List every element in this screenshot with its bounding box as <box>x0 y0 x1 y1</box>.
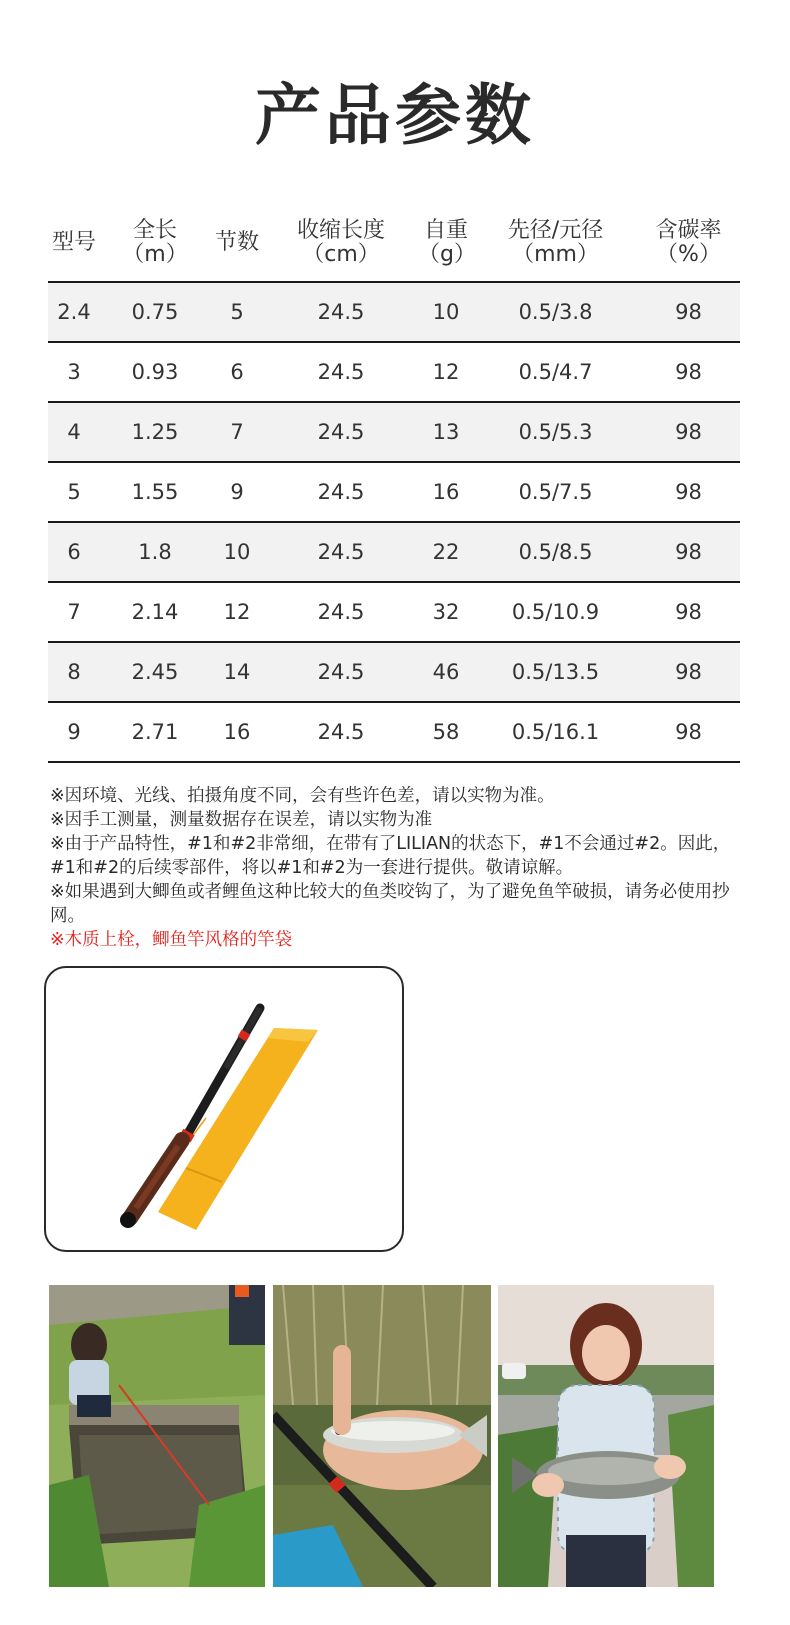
cell-diameter: 0.5/4.7 <box>474 342 637 402</box>
cell-weight: 32 <box>418 582 474 642</box>
cell-diameter: 0.5/13.5 <box>474 642 637 702</box>
product-image <box>44 966 404 1252</box>
cell-carbon: 98 <box>637 282 740 342</box>
fishing-rod-with-yellow-bag-icon <box>46 968 402 1250</box>
cell-length: 1.8 <box>100 522 210 582</box>
cell-length: 2.71 <box>100 702 210 762</box>
note-4: ※如果遇到大鲫鱼或者鲤鱼这种比较大的鱼类咬钩了，为了避免鱼竿破损，请务必使用抄网。 <box>50 882 730 926</box>
cell-model: 3 <box>48 342 100 402</box>
header-diameter: 先径/元径 （mm） <box>474 210 637 282</box>
cell-sections: 6 <box>210 342 264 402</box>
cell-weight: 46 <box>418 642 474 702</box>
cell-length: 1.55 <box>100 462 210 522</box>
cell-model: 8 <box>48 642 100 702</box>
cell-diameter: 0.5/7.5 <box>474 462 637 522</box>
photo-woman-fish <box>498 1285 714 1587</box>
cell-length: 2.14 <box>100 582 210 642</box>
table-row <box>48 282 740 342</box>
cell-closed-length: 24.5 <box>264 522 418 582</box>
cell-weight: 22 <box>418 522 474 582</box>
cell-sections: 10 <box>210 522 264 582</box>
notes <box>50 784 750 952</box>
cell-closed-length: 24.5 <box>264 462 418 522</box>
cell-closed-length: 24.5 <box>264 402 418 462</box>
cell-closed-length: 24.5 <box>264 342 418 402</box>
header-sections: 节数 <box>210 210 264 282</box>
cell-weight: 58 <box>418 702 474 762</box>
table-row <box>48 522 740 582</box>
table-row <box>48 642 740 702</box>
hand-holding-small-fish-icon <box>273 1285 491 1587</box>
cell-carbon: 98 <box>637 402 740 462</box>
page-title: 产品参数 <box>255 77 535 154</box>
note-2: ※因手工测量，测量数据存在误差，请以实物为准 <box>50 810 433 830</box>
cell-carbon: 98 <box>637 582 740 642</box>
note-red: ※木质上栓，鲫鱼竿风格的竿袋 <box>50 930 293 950</box>
table-row <box>48 582 740 642</box>
cell-closed-length: 24.5 <box>264 282 418 342</box>
cell-weight: 13 <box>418 402 474 462</box>
cell-length: 2.45 <box>100 642 210 702</box>
cell-model: 5 <box>48 462 100 522</box>
cell-weight: 16 <box>418 462 474 522</box>
cell-length: 1.25 <box>100 402 210 462</box>
table-row <box>48 462 740 522</box>
cell-diameter: 0.5/5.3 <box>474 402 637 462</box>
table-header-row <box>48 210 740 282</box>
cell-model: 7 <box>48 582 100 642</box>
header-closed-length: 收缩长度 （cm） <box>264 210 418 282</box>
cell-carbon: 98 <box>637 702 740 762</box>
cell-diameter: 0.5/10.9 <box>474 582 637 642</box>
note-1: ※因环境、光线、拍摄角度不同，会有些许色差，请以实物为准。 <box>50 786 555 806</box>
cell-model: 2.4 <box>48 282 100 342</box>
header-length: 全长 （m） <box>100 210 210 282</box>
cell-weight: 12 <box>418 342 474 402</box>
note-3: ※由于产品特性，#1和#2非常细，在带有了LILIAN的状态下，#1不会通过#2。因此，#1和#2的后续零部件，将以#1和#2为一套进行提供。敬请谅解。 <box>50 834 731 878</box>
cell-closed-length: 24.5 <box>264 582 418 642</box>
cell-length: 0.75 <box>100 282 210 342</box>
cell-carbon: 98 <box>637 522 740 582</box>
cell-sections: 12 <box>210 582 264 642</box>
cell-model: 6 <box>48 522 100 582</box>
table-row <box>48 702 740 762</box>
header-model: 型号 <box>48 210 100 282</box>
table-row <box>48 402 740 462</box>
cell-sections: 9 <box>210 462 264 522</box>
cell-weight: 10 <box>418 282 474 342</box>
cell-sections: 14 <box>210 642 264 702</box>
woman-fishing-at-canal-icon <box>49 1285 265 1587</box>
header-weight: 自重 （g） <box>418 210 474 282</box>
cell-closed-length: 24.5 <box>264 702 418 762</box>
header-carbon: 含碳率 （%） <box>637 210 740 282</box>
cell-sections: 7 <box>210 402 264 462</box>
cell-carbon: 98 <box>637 642 740 702</box>
table-row <box>48 342 740 402</box>
cell-carbon: 98 <box>637 462 740 522</box>
cell-model: 9 <box>48 702 100 762</box>
cell-length: 0.93 <box>100 342 210 402</box>
cell-model: 4 <box>48 402 100 462</box>
photo-hand-fish <box>273 1285 491 1587</box>
photo-woman-fishing <box>49 1285 265 1587</box>
cell-closed-length: 24.5 <box>264 642 418 702</box>
woman-holding-crucian-carp-icon <box>498 1285 714 1587</box>
cell-carbon: 98 <box>637 342 740 402</box>
cell-diameter: 0.5/3.8 <box>474 282 637 342</box>
cell-sections: 5 <box>210 282 264 342</box>
cell-sections: 16 <box>210 702 264 762</box>
cell-diameter: 0.5/8.5 <box>474 522 637 582</box>
cell-diameter: 0.5/16.1 <box>474 702 637 762</box>
spec-table <box>48 210 740 763</box>
